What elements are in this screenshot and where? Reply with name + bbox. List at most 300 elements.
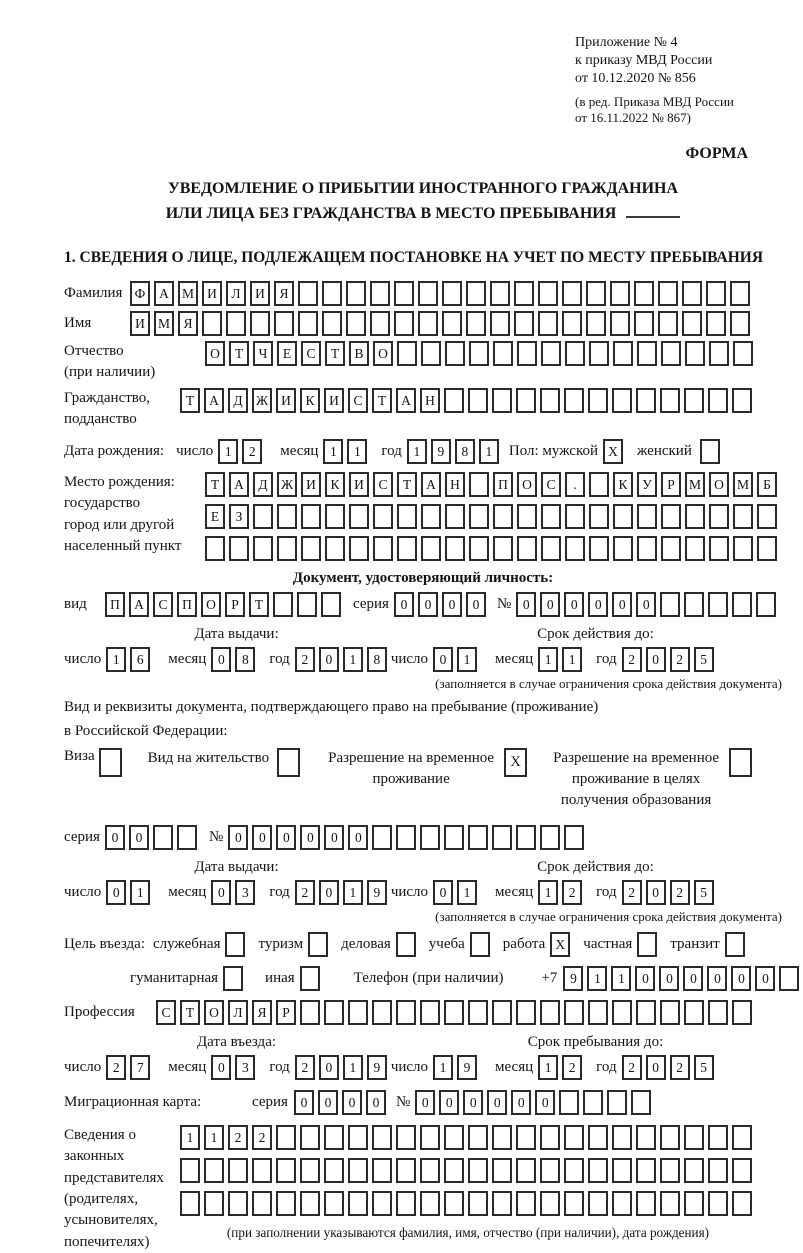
char-box[interactable] <box>250 311 270 336</box>
char-box[interactable] <box>396 1125 416 1150</box>
char-box[interactable]: М <box>685 472 705 497</box>
char-box[interactable] <box>442 281 462 306</box>
char-box[interactable] <box>588 1125 608 1150</box>
char-box[interactable] <box>732 388 752 413</box>
char-box[interactable] <box>228 1191 248 1216</box>
char-box[interactable] <box>298 311 318 336</box>
char-box[interactable]: О <box>373 341 393 366</box>
char-box[interactable] <box>589 472 609 497</box>
char-box[interactable] <box>373 536 393 561</box>
char-box[interactable] <box>298 281 318 306</box>
char-box[interactable] <box>730 281 750 306</box>
char-box[interactable] <box>346 311 366 336</box>
char-box[interactable] <box>708 1000 728 1025</box>
char-box[interactable]: 2 <box>295 1055 315 1080</box>
char-box[interactable]: 2 <box>622 1055 642 1080</box>
char-box[interactable]: 2 <box>622 647 642 672</box>
char-box[interactable] <box>420 1000 440 1025</box>
char-box[interactable] <box>612 1158 632 1183</box>
char-box[interactable] <box>153 825 173 850</box>
char-box[interactable] <box>325 536 345 561</box>
char-box[interactable] <box>709 536 729 561</box>
char-box[interactable]: Б <box>757 472 777 497</box>
char-box[interactable] <box>346 281 366 306</box>
char-box[interactable] <box>420 1158 440 1183</box>
char-box[interactable] <box>348 1000 368 1025</box>
checkbox[interactable]: X <box>550 932 570 957</box>
char-box[interactable]: 1 <box>407 439 427 464</box>
char-box[interactable]: 8 <box>235 647 255 672</box>
char-box[interactable] <box>708 388 728 413</box>
char-box[interactable]: 0 <box>659 966 679 991</box>
char-box[interactable] <box>732 592 752 617</box>
char-box[interactable] <box>637 341 657 366</box>
char-box[interactable]: 0 <box>442 592 462 617</box>
char-box[interactable] <box>492 388 512 413</box>
char-box[interactable] <box>397 536 417 561</box>
char-box[interactable] <box>468 1000 488 1025</box>
char-box[interactable]: Р <box>276 1000 296 1025</box>
checkbox[interactable] <box>396 932 416 957</box>
char-box[interactable]: 0 <box>394 592 414 617</box>
char-box[interactable] <box>516 1125 536 1150</box>
char-box[interactable]: 0 <box>433 880 453 905</box>
char-box[interactable] <box>586 281 606 306</box>
checkbox[interactable] <box>700 439 720 464</box>
char-box[interactable]: А <box>204 388 224 413</box>
char-box[interactable]: 2 <box>562 1055 582 1080</box>
char-box[interactable] <box>516 1191 536 1216</box>
char-box[interactable] <box>468 825 488 850</box>
char-box[interactable] <box>418 281 438 306</box>
char-box[interactable]: И <box>202 281 222 306</box>
char-box[interactable] <box>348 1125 368 1150</box>
char-box[interactable] <box>607 1090 627 1115</box>
char-box[interactable] <box>540 388 560 413</box>
char-box[interactable]: 2 <box>295 647 315 672</box>
char-box[interactable] <box>562 311 582 336</box>
char-box[interactable]: Р <box>225 592 245 617</box>
char-box[interactable]: 0 <box>707 966 727 991</box>
char-box[interactable]: И <box>349 472 369 497</box>
char-box[interactable]: 0 <box>646 647 666 672</box>
char-box[interactable] <box>733 341 753 366</box>
char-box[interactable] <box>468 388 488 413</box>
char-box[interactable]: 2 <box>228 1125 248 1150</box>
char-box[interactable] <box>252 1191 272 1216</box>
char-box[interactable]: 0 <box>755 966 775 991</box>
char-box[interactable] <box>684 1125 704 1150</box>
char-box[interactable]: 0 <box>439 1090 459 1115</box>
char-box[interactable] <box>300 1000 320 1025</box>
char-box[interactable] <box>348 1158 368 1183</box>
char-box[interactable] <box>634 311 654 336</box>
char-box[interactable] <box>779 966 799 991</box>
char-box[interactable] <box>421 341 441 366</box>
char-box[interactable] <box>538 281 558 306</box>
char-box[interactable]: 0 <box>294 1090 314 1115</box>
char-box[interactable]: 0 <box>683 966 703 991</box>
char-box[interactable]: 1 <box>347 439 367 464</box>
char-box[interactable] <box>684 592 704 617</box>
char-box[interactable]: 7 <box>130 1055 150 1080</box>
char-box[interactable]: 8 <box>367 647 387 672</box>
char-box[interactable] <box>274 311 294 336</box>
char-box[interactable] <box>757 536 777 561</box>
char-box[interactable] <box>540 1158 560 1183</box>
char-box[interactable] <box>658 281 678 306</box>
char-box[interactable]: 0 <box>612 592 632 617</box>
char-box[interactable] <box>370 281 390 306</box>
char-box[interactable]: 9 <box>367 880 387 905</box>
char-box[interactable] <box>586 311 606 336</box>
char-box[interactable]: С <box>373 472 393 497</box>
char-box[interactable]: А <box>229 472 249 497</box>
char-box[interactable]: М <box>178 281 198 306</box>
char-box[interactable] <box>588 388 608 413</box>
char-box[interactable]: Д <box>253 472 273 497</box>
char-box[interactable]: М <box>154 311 174 336</box>
char-box[interactable] <box>277 504 297 529</box>
char-box[interactable] <box>636 1000 656 1025</box>
char-box[interactable] <box>322 281 342 306</box>
char-box[interactable] <box>660 1125 680 1150</box>
char-box[interactable] <box>468 1158 488 1183</box>
char-box[interactable]: 0 <box>463 1090 483 1115</box>
char-box[interactable] <box>445 536 465 561</box>
char-box[interactable] <box>273 592 293 617</box>
char-box[interactable]: 3 <box>235 1055 255 1080</box>
char-box[interactable] <box>348 1191 368 1216</box>
char-box[interactable]: . <box>565 472 585 497</box>
char-box[interactable] <box>612 1000 632 1025</box>
char-box[interactable]: 0 <box>319 1055 339 1080</box>
char-box[interactable] <box>180 1191 200 1216</box>
char-box[interactable]: 8 <box>455 439 475 464</box>
char-box[interactable] <box>349 536 369 561</box>
char-box[interactable]: 2 <box>295 880 315 905</box>
char-box[interactable] <box>444 825 464 850</box>
char-box[interactable]: О <box>517 472 537 497</box>
char-box[interactable] <box>684 388 704 413</box>
char-box[interactable] <box>540 1125 560 1150</box>
char-box[interactable]: Н <box>420 388 440 413</box>
char-box[interactable] <box>706 281 726 306</box>
char-box[interactable]: Т <box>180 388 200 413</box>
char-box[interactable]: О <box>709 472 729 497</box>
char-box[interactable] <box>397 504 417 529</box>
char-box[interactable] <box>420 1191 440 1216</box>
char-box[interactable]: 0 <box>636 592 656 617</box>
char-box[interactable]: 9 <box>457 1055 477 1080</box>
char-box[interactable] <box>541 536 561 561</box>
char-box[interactable]: Д <box>228 388 248 413</box>
char-box[interactable] <box>420 1125 440 1150</box>
checkbox[interactable] <box>725 932 745 957</box>
char-box[interactable]: 0 <box>588 592 608 617</box>
char-box[interactable] <box>324 1125 344 1150</box>
char-box[interactable]: 6 <box>130 647 150 672</box>
char-box[interactable] <box>372 1158 392 1183</box>
char-box[interactable]: 1 <box>180 1125 200 1150</box>
char-box[interactable] <box>636 1158 656 1183</box>
char-box[interactable]: 2 <box>106 1055 126 1080</box>
char-box[interactable] <box>493 504 513 529</box>
checkbox[interactable] <box>99 748 122 777</box>
char-box[interactable]: С <box>156 1000 176 1025</box>
checkbox[interactable] <box>300 966 320 991</box>
char-box[interactable] <box>682 281 702 306</box>
char-box[interactable] <box>469 504 489 529</box>
char-box[interactable] <box>636 1125 656 1150</box>
char-box[interactable] <box>564 825 584 850</box>
char-box[interactable]: Я <box>178 311 198 336</box>
char-box[interactable]: 1 <box>204 1125 224 1150</box>
char-box[interactable] <box>324 1191 344 1216</box>
char-box[interactable]: И <box>276 388 296 413</box>
char-box[interactable] <box>588 1000 608 1025</box>
char-box[interactable] <box>709 504 729 529</box>
char-box[interactable] <box>660 1000 680 1025</box>
char-box[interactable] <box>372 1125 392 1150</box>
char-box[interactable] <box>418 311 438 336</box>
char-box[interactable] <box>180 1158 200 1183</box>
char-box[interactable] <box>634 281 654 306</box>
char-box[interactable] <box>325 504 345 529</box>
char-box[interactable]: 3 <box>235 880 255 905</box>
char-box[interactable] <box>708 1158 728 1183</box>
char-box[interactable]: П <box>177 592 197 617</box>
char-box[interactable] <box>613 504 633 529</box>
char-box[interactable] <box>661 504 681 529</box>
char-box[interactable] <box>732 1125 752 1150</box>
char-box[interactable] <box>631 1090 651 1115</box>
char-box[interactable]: 0 <box>129 825 149 850</box>
char-box[interactable]: Т <box>249 592 269 617</box>
char-box[interactable]: 0 <box>319 647 339 672</box>
char-box[interactable]: 0 <box>106 880 126 905</box>
char-box[interactable] <box>658 311 678 336</box>
char-box[interactable] <box>252 1158 272 1183</box>
char-box[interactable]: Р <box>661 472 681 497</box>
char-box[interactable]: О <box>205 341 225 366</box>
char-box[interactable]: 1 <box>611 966 631 991</box>
char-box[interactable] <box>493 341 513 366</box>
char-box[interactable] <box>492 1000 512 1025</box>
char-box[interactable]: И <box>324 388 344 413</box>
char-box[interactable]: 1 <box>130 880 150 905</box>
char-box[interactable]: 2 <box>670 880 690 905</box>
char-box[interactable]: Т <box>229 341 249 366</box>
char-box[interactable]: 1 <box>457 880 477 905</box>
char-box[interactable]: 0 <box>318 1090 338 1115</box>
char-box[interactable] <box>492 825 512 850</box>
char-box[interactable]: Н <box>445 472 465 497</box>
char-box[interactable] <box>732 1158 752 1183</box>
char-box[interactable]: 1 <box>587 966 607 991</box>
char-box[interactable] <box>588 1158 608 1183</box>
char-box[interactable]: 1 <box>218 439 238 464</box>
char-box[interactable]: 0 <box>211 647 231 672</box>
char-box[interactable]: 0 <box>211 1055 231 1080</box>
char-box[interactable] <box>276 1125 296 1150</box>
char-box[interactable] <box>493 536 513 561</box>
char-box[interactable] <box>277 536 297 561</box>
char-box[interactable]: 1 <box>343 880 363 905</box>
char-box[interactable]: 5 <box>694 880 714 905</box>
char-box[interactable]: 1 <box>562 647 582 672</box>
char-box[interactable]: С <box>153 592 173 617</box>
char-box[interactable] <box>396 1000 416 1025</box>
char-box[interactable]: М <box>733 472 753 497</box>
char-box[interactable] <box>253 536 273 561</box>
char-box[interactable]: Я <box>274 281 294 306</box>
char-box[interactable] <box>588 1191 608 1216</box>
char-box[interactable] <box>301 536 321 561</box>
char-box[interactable] <box>685 341 705 366</box>
char-box[interactable] <box>660 1191 680 1216</box>
char-box[interactable] <box>421 504 441 529</box>
char-box[interactable] <box>490 311 510 336</box>
char-box[interactable]: 2 <box>252 1125 272 1150</box>
char-box[interactable] <box>324 1158 344 1183</box>
char-box[interactable]: 0 <box>211 880 231 905</box>
char-box[interactable] <box>684 1158 704 1183</box>
char-box[interactable]: С <box>541 472 561 497</box>
char-box[interactable]: 0 <box>646 1055 666 1080</box>
char-box[interactable]: К <box>325 472 345 497</box>
char-box[interactable] <box>708 592 728 617</box>
char-box[interactable]: 1 <box>538 1055 558 1080</box>
char-box[interactable] <box>372 825 392 850</box>
char-box[interactable] <box>682 311 702 336</box>
char-box[interactable]: Л <box>226 281 246 306</box>
char-box[interactable]: 0 <box>348 825 368 850</box>
char-box[interactable] <box>226 311 246 336</box>
char-box[interactable] <box>660 1158 680 1183</box>
char-box[interactable] <box>469 536 489 561</box>
char-box[interactable] <box>469 472 489 497</box>
checkbox[interactable] <box>277 748 300 777</box>
char-box[interactable] <box>610 311 630 336</box>
char-box[interactable] <box>708 1125 728 1150</box>
char-box[interactable]: А <box>129 592 149 617</box>
char-box[interactable]: 0 <box>366 1090 386 1115</box>
char-box[interactable]: И <box>130 311 150 336</box>
char-box[interactable] <box>300 1191 320 1216</box>
char-box[interactable] <box>396 1158 416 1183</box>
char-box[interactable]: 9 <box>367 1055 387 1080</box>
char-box[interactable]: И <box>301 472 321 497</box>
char-box[interactable] <box>372 1000 392 1025</box>
char-box[interactable]: 2 <box>242 439 262 464</box>
char-box[interactable]: 1 <box>323 439 343 464</box>
char-box[interactable]: 0 <box>415 1090 435 1115</box>
char-box[interactable] <box>516 1000 536 1025</box>
char-box[interactable] <box>372 1191 392 1216</box>
char-box[interactable]: И <box>250 281 270 306</box>
char-box[interactable] <box>589 341 609 366</box>
char-box[interactable] <box>541 504 561 529</box>
char-box[interactable] <box>177 825 197 850</box>
char-box[interactable]: 0 <box>635 966 655 991</box>
char-box[interactable] <box>394 281 414 306</box>
char-box[interactable] <box>559 1090 579 1115</box>
char-box[interactable] <box>514 311 534 336</box>
char-box[interactable]: К <box>300 388 320 413</box>
char-box[interactable]: 0 <box>433 647 453 672</box>
char-box[interactable]: 2 <box>562 880 582 905</box>
char-box[interactable] <box>565 504 585 529</box>
char-box[interactable] <box>394 311 414 336</box>
char-box[interactable] <box>583 1090 603 1115</box>
char-box[interactable] <box>516 825 536 850</box>
char-box[interactable] <box>517 504 537 529</box>
char-box[interactable] <box>516 388 536 413</box>
char-box[interactable]: Я <box>252 1000 272 1025</box>
char-box[interactable] <box>516 1158 536 1183</box>
checkbox[interactable] <box>223 966 243 991</box>
char-box[interactable]: Т <box>205 472 225 497</box>
char-box[interactable] <box>300 1158 320 1183</box>
char-box[interactable] <box>565 536 585 561</box>
char-box[interactable] <box>732 1191 752 1216</box>
checkbox[interactable] <box>225 932 245 957</box>
checkbox[interactable] <box>729 748 752 777</box>
char-box[interactable] <box>706 311 726 336</box>
char-box[interactable] <box>730 311 750 336</box>
char-box[interactable] <box>444 1000 464 1025</box>
char-box[interactable] <box>276 1191 296 1216</box>
char-box[interactable] <box>444 1158 464 1183</box>
char-box[interactable]: 0 <box>466 592 486 617</box>
char-box[interactable]: 1 <box>106 647 126 672</box>
char-box[interactable] <box>297 592 317 617</box>
char-box[interactable]: С <box>301 341 321 366</box>
char-box[interactable] <box>637 536 657 561</box>
char-box[interactable] <box>468 1125 488 1150</box>
char-box[interactable] <box>205 536 225 561</box>
char-box[interactable] <box>396 1191 416 1216</box>
char-box[interactable]: Т <box>325 341 345 366</box>
char-box[interactable] <box>492 1158 512 1183</box>
char-box[interactable] <box>613 341 633 366</box>
char-box[interactable] <box>660 592 680 617</box>
char-box[interactable] <box>684 1191 704 1216</box>
char-box[interactable] <box>301 504 321 529</box>
char-box[interactable] <box>564 388 584 413</box>
char-box[interactable] <box>636 388 656 413</box>
char-box[interactable] <box>709 341 729 366</box>
char-box[interactable]: 0 <box>487 1090 507 1115</box>
char-box[interactable] <box>204 1191 224 1216</box>
char-box[interactable] <box>564 1191 584 1216</box>
char-box[interactable]: А <box>154 281 174 306</box>
char-box[interactable] <box>708 1191 728 1216</box>
char-box[interactable]: Е <box>205 504 225 529</box>
char-box[interactable]: Т <box>397 472 417 497</box>
char-box[interactable] <box>420 825 440 850</box>
char-box[interactable] <box>733 504 753 529</box>
char-box[interactable]: В <box>349 341 369 366</box>
checkbox[interactable]: X <box>603 439 623 464</box>
char-box[interactable] <box>541 341 561 366</box>
char-box[interactable] <box>564 1125 584 1150</box>
checkbox[interactable] <box>470 932 490 957</box>
char-box[interactable]: 0 <box>418 592 438 617</box>
char-box[interactable]: 2 <box>670 647 690 672</box>
char-box[interactable] <box>445 341 465 366</box>
